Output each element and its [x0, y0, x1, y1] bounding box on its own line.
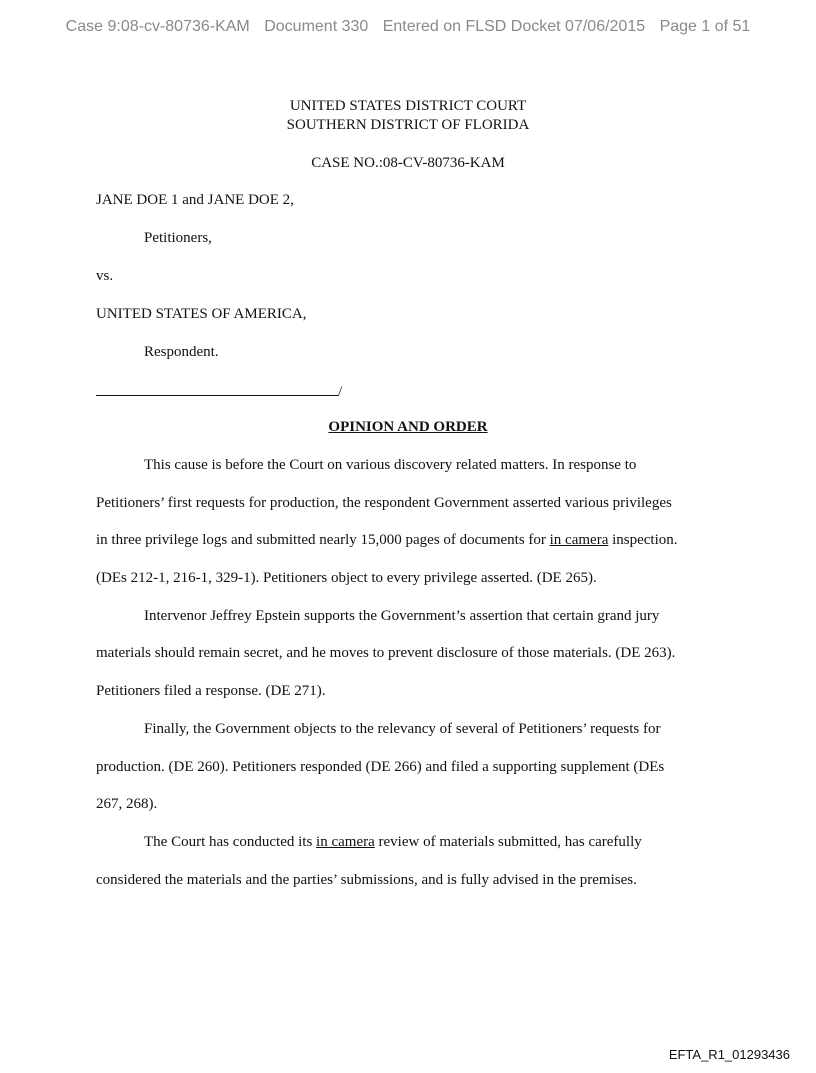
p4-line1-a: The Court has conducted its	[144, 834, 317, 850]
p4-line1-b: review of materials submitted, has carefully	[374, 834, 642, 850]
rule-slash: /	[338, 384, 343, 400]
rule-line	[96, 381, 338, 396]
p1-line3-a: in three privilege logs and submitted nearly 15,000 pages of documents for	[96, 532, 550, 548]
p1-line2: Petitioners’ first requests for production, the respondent Government asserted various privileges	[96, 495, 672, 511]
stamp-page: Page 1 of 51	[659, 18, 751, 35]
p1-line4: (DEs 212-1, 216-1, 329-1). Petitioners object to every privilege asserted. (DE 265).	[96, 570, 597, 586]
stamp-entered: Entered on FLSD Docket 07/06/2015	[382, 18, 646, 35]
caption-rule	[96, 381, 342, 401]
p2-line1: Intervenor Jeffrey Epstein supports the Government’s assertion that certain grand jury	[144, 608, 660, 624]
p4-line2: considered the materials and the parties’ submissions, and is fully advised in the premises.	[96, 872, 637, 888]
p4-in-camera: in camera	[316, 834, 375, 850]
p3-line2: production. (DE 260). Petitioners responded (DE 266) and filed a supporting supplement (DEs	[96, 759, 665, 775]
docket-stamp	[0, 18, 816, 36]
p1-line3	[96, 532, 678, 549]
document-title: OPINION AND ORDER	[328, 419, 488, 435]
respondent-label: Respondent.	[144, 344, 219, 360]
case-number: CASE NO.:08-CV-80736-KAM	[311, 155, 505, 171]
p4-line1	[144, 834, 642, 851]
court-heading	[0, 97, 816, 135]
p3-line1: Finally, the Government objects to the relevancy of several of Petitioners’ requests for	[144, 721, 661, 737]
stamp-case: Case 9:08-cv-80736-KAM	[65, 18, 250, 35]
petitioners-label: Petitioners,	[144, 230, 212, 246]
petitioners-names: JANE DOE 1 and JANE DOE 2,	[96, 192, 294, 208]
p1-line3-b: inspection.	[608, 532, 678, 548]
court-name: UNITED STATES DISTRICT COURT	[289, 98, 527, 114]
p3-line3: 267, 268).	[96, 796, 158, 812]
p2-line3: Petitioners filed a response. (DE 271).	[96, 683, 326, 699]
p2-line2: materials should remain secret, and he moves to prevent disclosure of those materials. (DE 263).	[96, 645, 676, 661]
versus: vs.	[96, 268, 114, 284]
bates-number: EFTA_R1_01293436	[668, 1047, 790, 1062]
respondent-name: UNITED STATES OF AMERICA,	[96, 306, 307, 322]
p1-in-camera: in camera	[549, 532, 609, 548]
stamp-document: Document 330	[264, 18, 369, 35]
p1-line1: This cause is before the Court on various discovery related matters. In response to	[144, 457, 637, 473]
court-district: SOUTHERN DISTRICT OF FLORIDA	[286, 117, 530, 133]
